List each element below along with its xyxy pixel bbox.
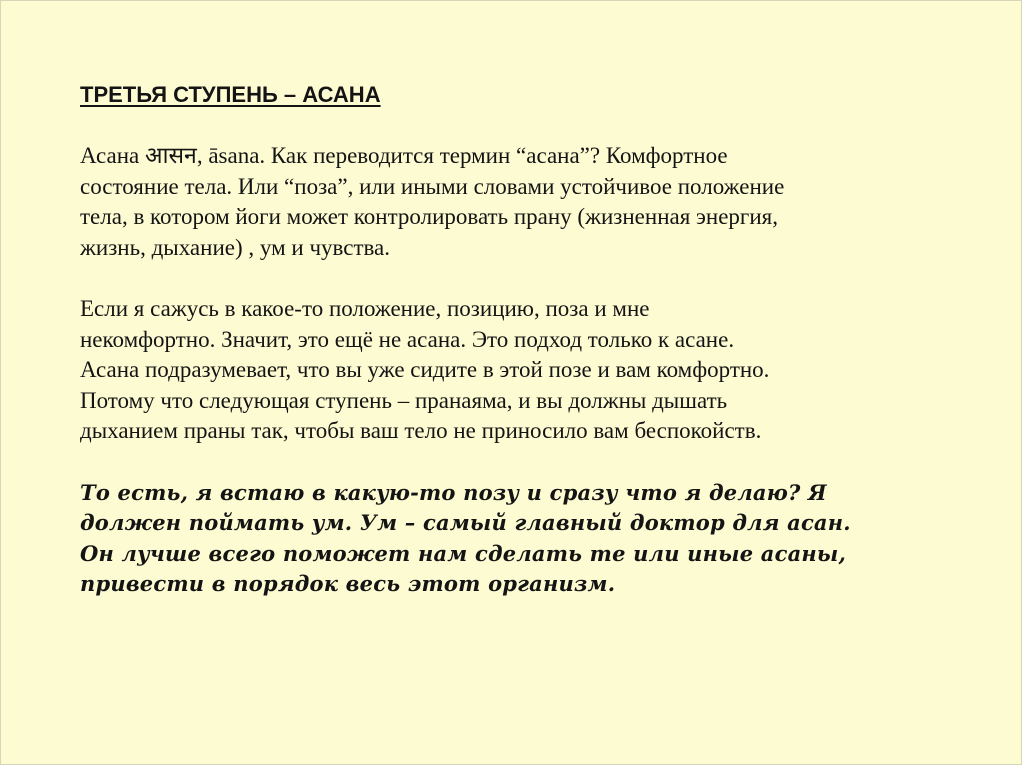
text-line: Если я сажусь в какое-то положение, позицию, поза и мне — [80, 296, 650, 321]
paragraph-definition — [80, 141, 980, 263]
slide-content — [80, 80, 980, 600]
text-line: Асана подразумевает, что вы уже сидите в этой позе и вам комфортно. — [80, 357, 770, 382]
text-line: состояние тела. Или “поза”, или иными словами устойчивое положение — [80, 173, 785, 199]
text-line: тела, в котором йоги может контролировать прану (жизненная энергия, — [80, 204, 778, 229]
slide-title: ТРЕТЬЯ СТУПЕНЬ – АСАНА — [80, 82, 381, 107]
text-line: То есть, я встаю в какую-то позу и сразу что я делаю? Я — [80, 479, 827, 505]
text-line: жизнь, дыхание) , ум и чувства. — [80, 234, 391, 260]
text-line: некомфортно. Значит, это ещё не асана. Это подход только к асане. — [80, 326, 735, 352]
text-line: Он лучше всего поможет нам сделать те или иные асаны, — [80, 540, 846, 566]
text-line: дыханием праны так, чтобы ваш тело не приносило вам беспокойств. — [80, 418, 762, 443]
text-line: Асана आसन, āsana. Как переводится термин “асана”? Комфортное — [80, 143, 728, 168]
text-line: Потому что следующая ступень – пранаяма, и вы должны дышать — [80, 387, 728, 413]
paragraph-explanation — [80, 294, 980, 447]
text-line: должен поймать ум. Ум – самый главный доктор для асан. — [80, 510, 851, 535]
text-line: привести в порядок весь этот организм. — [80, 571, 616, 596]
paragraph-emphasis — [80, 478, 980, 600]
